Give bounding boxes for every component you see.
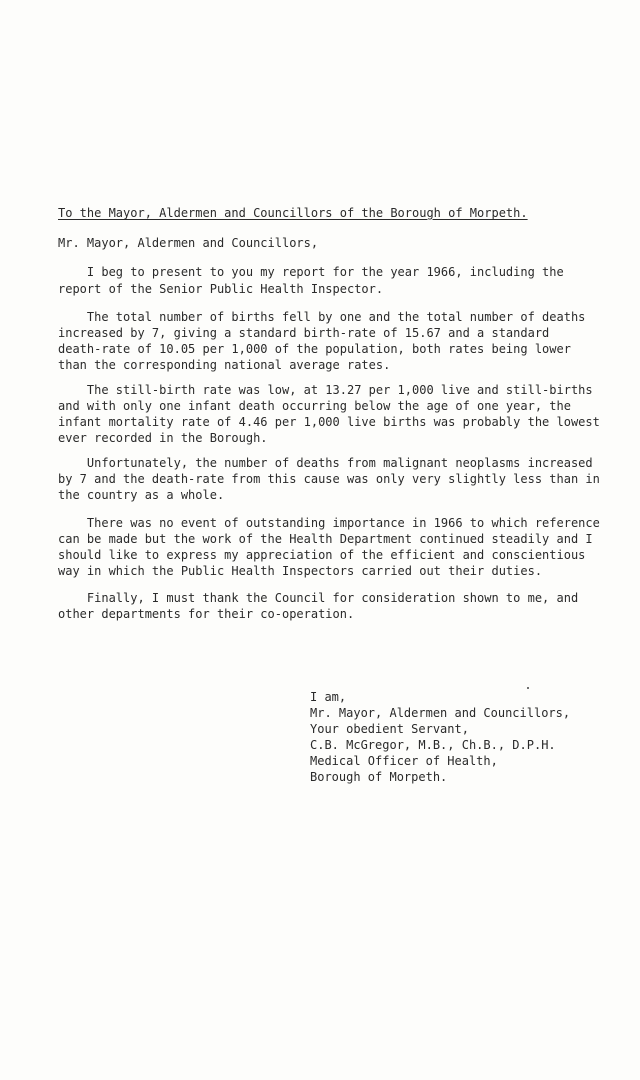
paragraph-line: report of the Senior Public Health Inspector.: [58, 282, 384, 296]
paragraph-line: should like to express my appreciation of the efficient and conscientious: [58, 548, 586, 562]
signatory-borough: Borough of Morpeth.: [310, 770, 448, 784]
paragraph-line: infant mortality rate of 4.46 per 1,000 live births was probably the lowest: [58, 415, 600, 429]
closing-line: I am,: [310, 690, 347, 704]
closing-line: Mr. Mayor, Aldermen and Councillors,: [310, 706, 571, 720]
closing-line: Your obedient Servant,: [310, 722, 469, 736]
paragraph-line: I beg to present to you my report for the year 1966, including the: [58, 265, 564, 279]
paragraph-line: death-rate of 10.05 per 1,000 of the population, both rates being lower: [58, 342, 571, 356]
paragraph-line: ever recorded in the Borough.: [58, 431, 268, 445]
paragraph-line: Finally, I must thank the Council for consideration shown to me, and: [58, 591, 579, 605]
paragraph-line: way in which the Public Health Inspectors carried out their duties.: [58, 564, 543, 578]
paragraph-line: the country as a whole.: [58, 488, 225, 502]
paragraph-line: The total number of births fell by one and the total number of deaths: [58, 310, 586, 324]
paragraph-line: and with only one infant death occurring below the age of one year, the: [58, 399, 571, 413]
letter-heading: To the Mayor, Aldermen and Councillors of the Borough of Morpeth.: [58, 206, 528, 220]
paragraph-line: by 7 and the death-rate from this cause was only very slightly less than in: [58, 472, 600, 486]
paragraph-line: increased by 7, giving a standard birth-rate of 15.67 and a standard: [58, 326, 550, 340]
paragraph-line: than the corresponding national average rates.: [58, 358, 391, 372]
signatory-title: Medical Officer of Health,: [310, 754, 498, 768]
paragraph-line: There was no event of outstanding importance in 1966 to which reference: [58, 516, 600, 530]
letter-salutation: Mr. Mayor, Aldermen and Councillors,: [58, 236, 319, 250]
paragraph-line: Unfortunately, the number of deaths from malignant neoplasms increased: [58, 456, 593, 470]
paragraph-line: can be made but the work of the Health Department continued steadily and I: [58, 532, 593, 546]
signatory-name: C.B. McGregor, M.B., Ch.B., D.P.H.: [310, 738, 556, 752]
ink-speck: [527, 687, 529, 689]
paragraph-line: other departments for their co-operation.: [58, 607, 355, 621]
paragraph-line: The still-birth rate was low, at 13.27 per 1,000 live and still-births: [58, 383, 593, 397]
